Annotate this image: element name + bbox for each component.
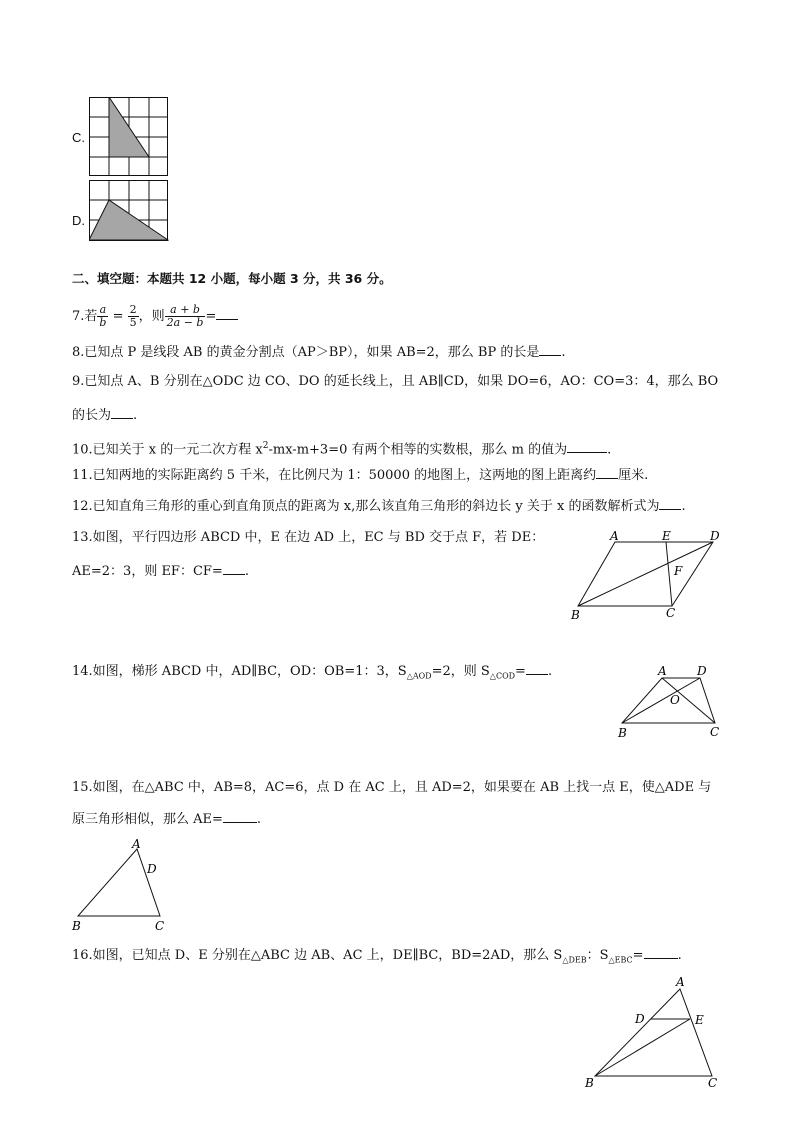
- label-o: O: [670, 693, 680, 707]
- question-9-line-1: 9.已知点 A、B 分别在△ODC 边 CO、DO 的延长线上，且 AB∥CD，如果 DO=6，AO：CO=3：4，那么 BO: [72, 374, 719, 389]
- question-16: 16.如图，已知点 D、E 分别在△ABC 边 AB、AC 上，DE∥BC，BD=2AD，那么 $S_{\triangle DEB}$：$S_{\triangle EBC}=$ .: [72, 948, 682, 965]
- answer-blank[interactable]: [644, 946, 678, 959]
- label-e: E: [695, 1013, 704, 1027]
- question-7: 7.若 $\frac{a}{b}$ = $\frac{2}{5}$ ，则 $\frac{a + b}{2a - b}$ =: [72, 300, 238, 334]
- fraction-2-over-5: $\frac{2}{5}$: [129, 303, 137, 329]
- figure-15-triangle: [68, 836, 168, 936]
- answer-blank[interactable]: [223, 562, 245, 575]
- question-13-line-1: 13.如图，平行四边形 ABCD 中，E 在边 AD 上，EC 与 BD 交于点 F，若 DE：: [72, 530, 545, 545]
- answer-blank[interactable]: [526, 662, 548, 675]
- label-d: D: [697, 664, 707, 678]
- option-c-label: C.: [72, 130, 85, 145]
- question-15-line-2: 原三角形相似，那么 AE= .: [72, 812, 262, 827]
- figure-16-triangle: [580, 972, 730, 1092]
- label-c: C: [666, 606, 676, 620]
- label-a: A: [676, 975, 685, 989]
- label-d: D: [147, 862, 157, 876]
- trapezoid-abcd: [622, 678, 715, 723]
- question-15-line-1: 15.如图，在△ABC 中，AB=8，AC=6，点 D 在 AC 上，且 AD=2，如果要在 AB 上找一点 E，使△ADE 与: [72, 780, 712, 795]
- figure-13-parallelogram: [562, 528, 732, 624]
- label-b: B: [571, 608, 580, 622]
- q7-prefix: 7.若: [72, 309, 98, 324]
- label-f: F: [674, 564, 683, 578]
- question-9-line-2: 的长为 .: [72, 408, 138, 423]
- question-12: 12.已知直角三角形的重心到直角顶点的距离为 x,那么该直角三角形的斜边长 y 关于 x 的函数解析式为 .: [72, 499, 686, 514]
- label-c: C: [155, 919, 165, 933]
- label-c: C: [710, 725, 720, 739]
- option-d-label: D.: [72, 213, 85, 228]
- fraction-a-over-b: $\frac{a}{b}$: [99, 303, 107, 329]
- answer-blank[interactable]: [539, 343, 561, 356]
- question-13-line-2: AE=2：3，则 EF：CF= .: [72, 564, 249, 579]
- figure-14-trapezoid: [612, 660, 724, 742]
- answer-blank[interactable]: [223, 810, 257, 823]
- section-title: 二、填空题：本题共 12 小题，每小题 3 分，共 36 分。: [72, 271, 392, 286]
- question-14: 14.如图，梯形 ABCD 中，AD∥BC，OD：OB=1：3，$S_{\triangle AOD}=2$，则 $S_{\triangle COD}=$ .: [72, 664, 553, 681]
- question-10: 10.已知关于 x 的一元二次方程 $x^2-mx-m+3=0$ 有两个相等的实数根，那么 m 的值为 .: [72, 441, 612, 458]
- triangle-abc: [78, 849, 160, 916]
- fraction-expression: $\frac{a + b}{2a - b}$: [166, 303, 204, 329]
- answer-blank[interactable]: [216, 307, 238, 320]
- label-b: B: [585, 1076, 594, 1090]
- segment-ec: [666, 542, 672, 606]
- label-b: B: [72, 919, 81, 933]
- label-d: D: [635, 1012, 645, 1026]
- label-d: D: [710, 529, 720, 543]
- label-a: A: [610, 529, 619, 543]
- answer-blank[interactable]: [659, 497, 681, 510]
- option-c-grid-figure: [89, 97, 169, 177]
- question-8: 8.已知点 P 是线段 AB 的黄金分割点（AP＞BP），如果 AB=2，那么 BP 的长是 .: [72, 345, 566, 360]
- label-c: C: [708, 1076, 718, 1090]
- answer-blank[interactable]: [596, 466, 618, 479]
- answer-blank[interactable]: [111, 406, 133, 419]
- label-e: E: [662, 529, 671, 543]
- answer-blank[interactable]: [567, 440, 607, 453]
- question-11: 11.已知两地的实际距离约 5 千米，在比例尺为 1：50000 的地图上，这两地的图上距离约 厘米.: [72, 468, 649, 483]
- triangle-abc: [595, 989, 712, 1076]
- label-a: A: [658, 664, 667, 678]
- label-b: B: [618, 726, 627, 740]
- label-a: A: [132, 837, 141, 851]
- option-d-grid-figure: [89, 180, 169, 242]
